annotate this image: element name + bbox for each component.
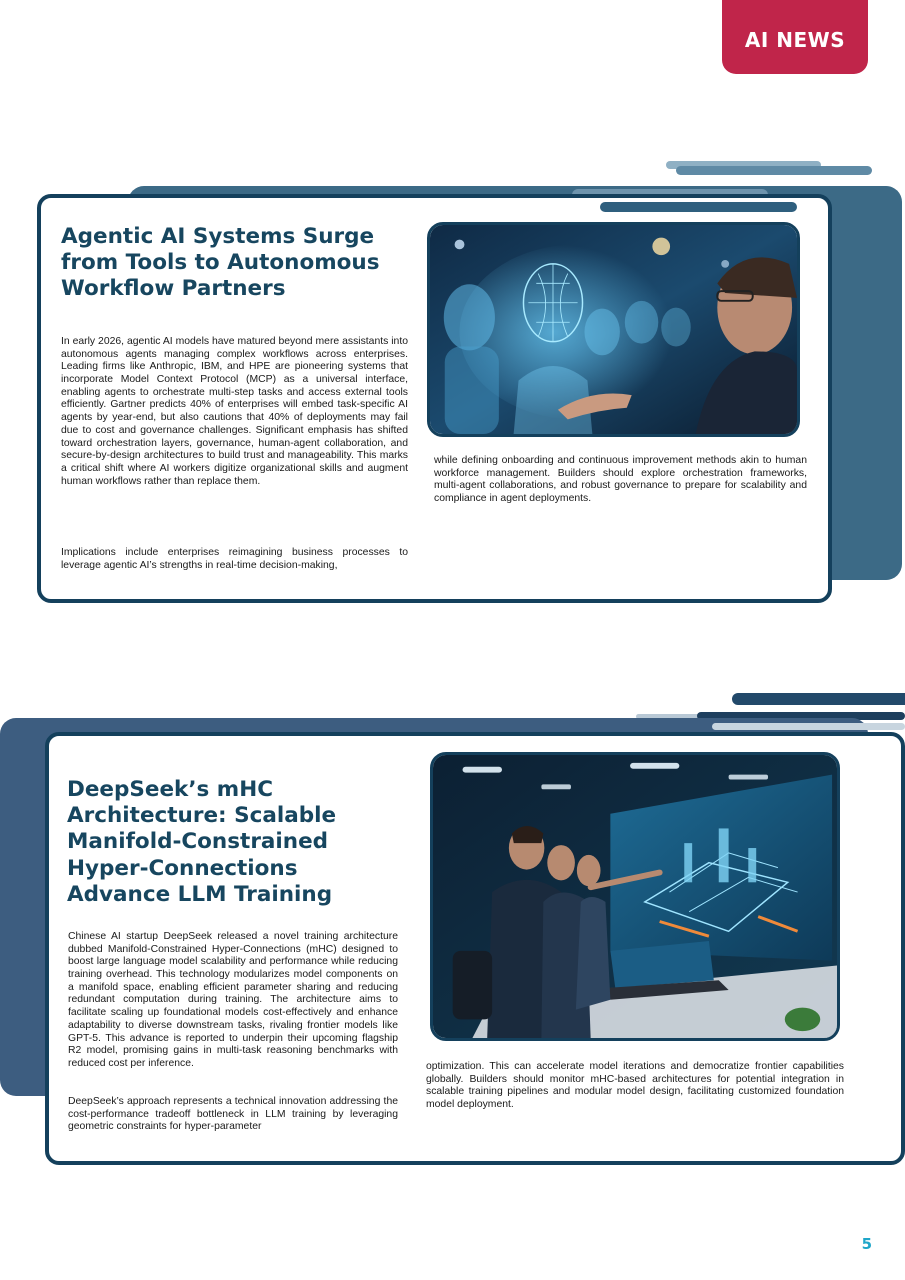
decor-bar	[676, 166, 872, 175]
article-photo	[427, 222, 800, 437]
title-line: Architecture: Scalable	[67, 803, 337, 829]
article-photo	[430, 752, 840, 1041]
page-number: 5	[861, 1235, 872, 1253]
title-line: DeepSeek’s mHC	[67, 777, 273, 802]
decor-bar	[600, 202, 797, 212]
decor-bar	[712, 723, 905, 730]
article-paragraph: while defining onboarding and continuous improvement methods akin to human workforce management. Builders should explore orchestration frameworks, multi-agent collaborations, and robust governance to prepare for scalability and compliance in agent deployments.	[434, 455, 807, 505]
decor-bar	[732, 693, 905, 705]
title-line: Manifold-Constrained	[67, 829, 329, 855]
article-paragraph: DeepSeek’s approach represents a technical innovation addressing the cost-performance tradeoff bottleneck in LLM training by leveraging geometric constraints for hyper-parameter	[68, 1096, 398, 1133]
title-line: Agentic AI Systems Surge	[61, 224, 375, 249]
title-line: from Tools to Autonomous	[61, 250, 380, 276]
article-paragraph: Implications include enterprises reimagining business processes to leverage agentic AI’s strengths in real-time decision-making,	[61, 547, 408, 571]
title-line: Hyper-Connections	[67, 855, 298, 881]
article-title	[67, 777, 407, 908]
article-title	[61, 224, 401, 303]
section-tag: AI NEWS	[722, 0, 868, 74]
title-line: Workflow Partners	[61, 276, 286, 302]
ai-hologram-illustration	[430, 225, 797, 434]
article-paragraph: In early 2026, agentic AI models have matured beyond mere assistants into autonomous agents managing complex workflows across enterprises. Leading firms like Anthropic, IBM, and HPE are pioneering systems that incorporate Model Context Protocol (MCP) as a universal interface, enabling agents to orchestrate multi-step tasks and access external tools efficiently. Gartner predicts 40% of enterprises will embed task-specific AI agents by year-end, but also cautions that 40% of deployments may fail due to cost and governance challenges. Significant emphasis has shifted toward orchestration layers, governance, human-agent collaboration, and secure-by-design architectures to build trust and manageability. This marks a critical shift where AI workers digitize organizational skills and augment human workflows rather than replace them.	[61, 336, 408, 487]
title-line: Advance LLM Training	[67, 881, 333, 907]
article-paragraph: Chinese AI startup DeepSeek released a novel training architecture dubbed Manifold-Constrained Hyper-Connections (mHC) designed to boost large language model scalability and performance while reducing training overhead. This technology modularizes model components on a manifold space, enabling efficient parameter sharing and reducing redundant computation during training. The architecture aims to facilitate scaling up foundational models cost-effectively and enhance adaptability to diverse downstream tasks, rivaling frontier models like GPT-5. This advance is reported to underpin their upcoming flagship R2 model, promising gains in multi-task reasoning benchmarks with reduced cost per inference.	[68, 931, 398, 1069]
article-paragraph: optimization. This can accelerate model iterations and democratize frontier capabilities globally. Builders should monitor mHC-based architectures for potential integration in scalable training pipelines and modular model design, facilitating customized foundation model deployment.	[426, 1061, 844, 1111]
engineers-screen-illustration	[433, 755, 837, 1038]
